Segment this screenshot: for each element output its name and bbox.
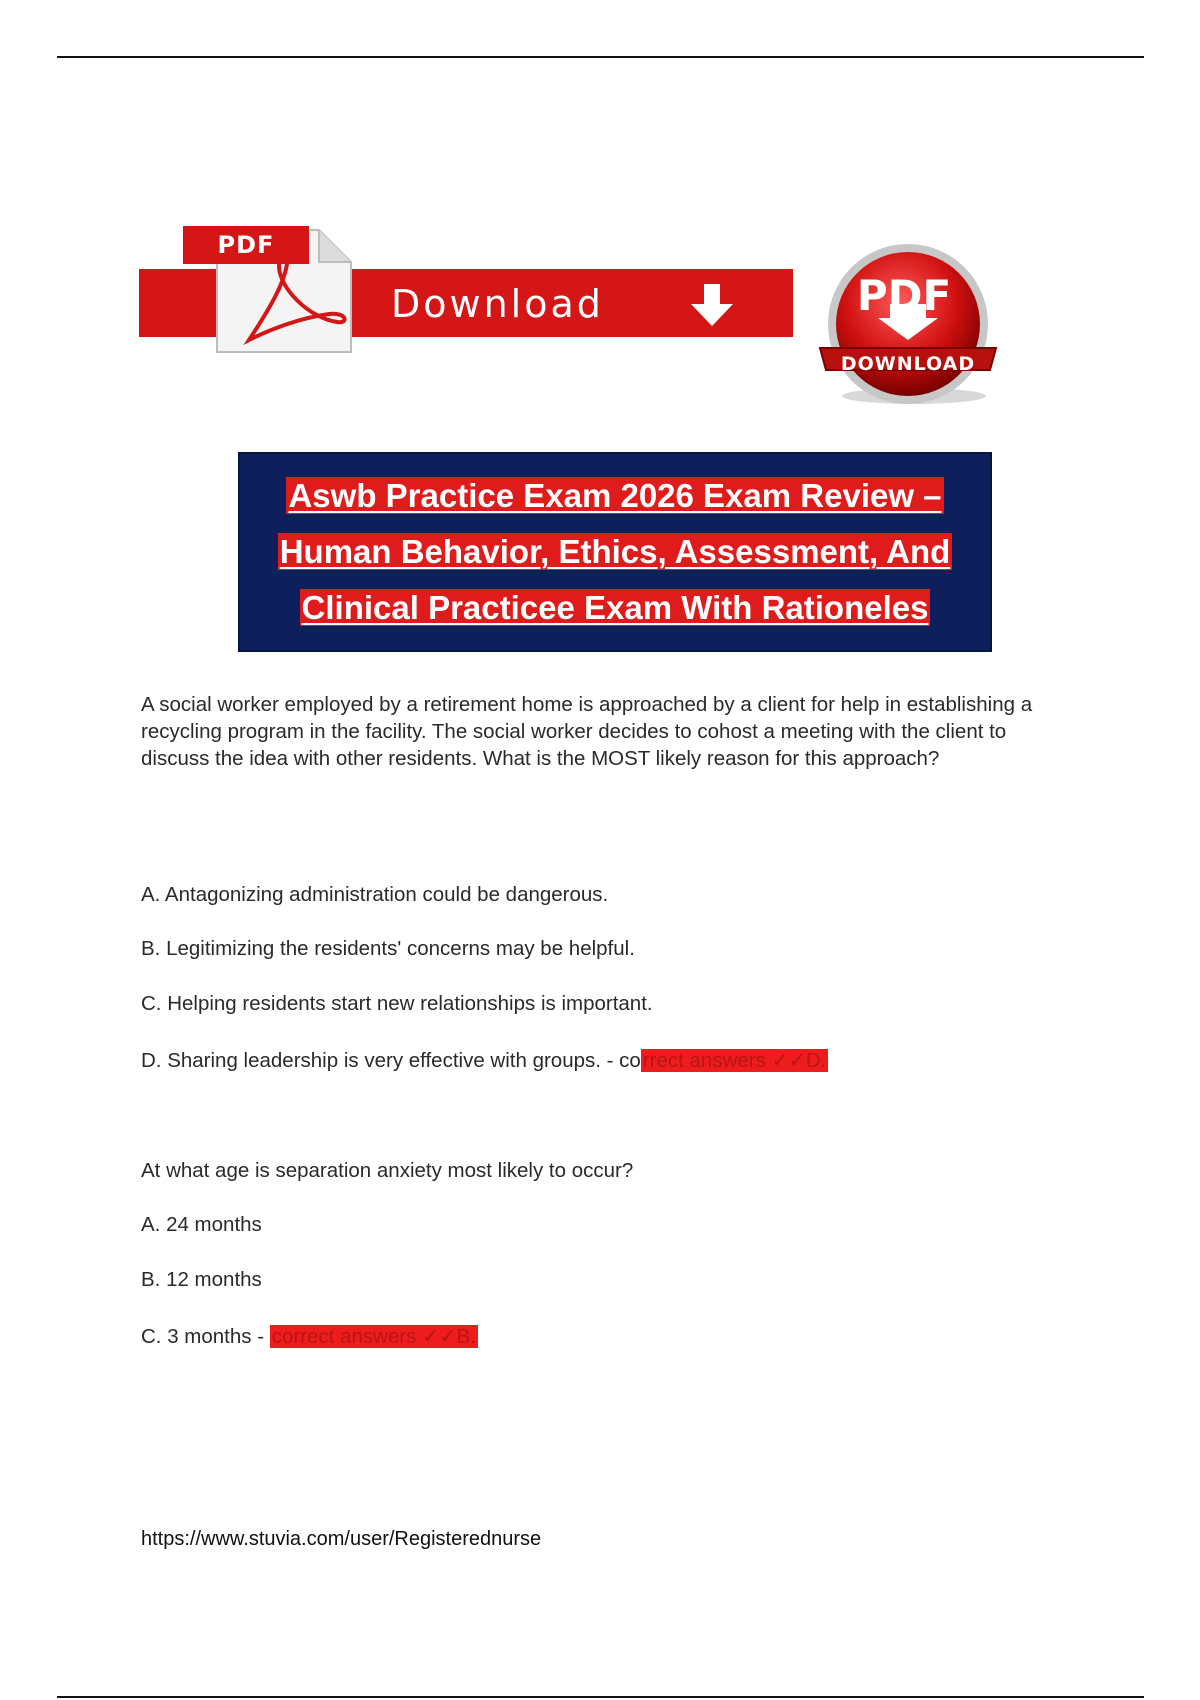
q1-option-d xyxy=(141,1047,828,1075)
badge-download-label: DOWNLOAD xyxy=(840,353,976,375)
q2-answer-highlight: correct answers ✓✓B. xyxy=(271,1325,476,1348)
footer-url-link[interactable]: https://www.stuvia.com/user/Registerednurse xyxy=(141,1528,542,1550)
question-1-text: A social worker employed by a retirement home is approached by a client for help in establishing a recycling program in the facility. The social worker decides to cohost a meeting with the client to discuss the idea with other residents. What is the MOST likely reason for this approach? xyxy=(141,693,1033,770)
top-rule xyxy=(57,56,1144,58)
pdf-file-icon xyxy=(179,222,359,354)
download-banner[interactable] xyxy=(139,222,793,352)
title-line-2: Human Behavior, Ethics, Assessment, And xyxy=(279,533,951,570)
document-title-box xyxy=(238,452,992,652)
bottom-rule xyxy=(57,1696,1144,1698)
q1-option-a: A. Antagonizing administration could be dangerous. xyxy=(141,883,609,906)
download-arrow-icon xyxy=(687,282,737,328)
badge-pdf-label: PDF xyxy=(856,271,952,320)
q1-answer-highlight: rrect answers ✓✓D. xyxy=(642,1049,827,1072)
title-line-3: Clinical Practicee Exam With Rationeles xyxy=(301,589,929,626)
title-line-1: Aswb Practice Exam 2026 Exam Review – xyxy=(288,477,942,514)
pdf-download-badge[interactable] xyxy=(814,244,1024,410)
pdf-file-tag: PDF xyxy=(183,226,309,264)
q1-option-b: B. Legitimizing the residents' concerns may be helpful. xyxy=(141,937,635,960)
document-title xyxy=(265,468,965,636)
q1-option-d-text: D. Sharing leadership is very effective with groups. - co xyxy=(141,1049,641,1072)
q2-option-c-text: C. 3 months - xyxy=(141,1325,270,1348)
q2-option-a: A. 24 months xyxy=(141,1213,262,1236)
download-label[interactable]: Download xyxy=(391,282,604,326)
question-2-text: At what age is separation anxiety most likely to occur? xyxy=(141,1159,634,1182)
badge-graphic xyxy=(814,244,1024,410)
q1-option-c: C. Helping residents start new relationships is important. xyxy=(141,992,653,1015)
q2-option-b: B. 12 months xyxy=(141,1268,262,1291)
q2-option-c xyxy=(141,1323,478,1351)
